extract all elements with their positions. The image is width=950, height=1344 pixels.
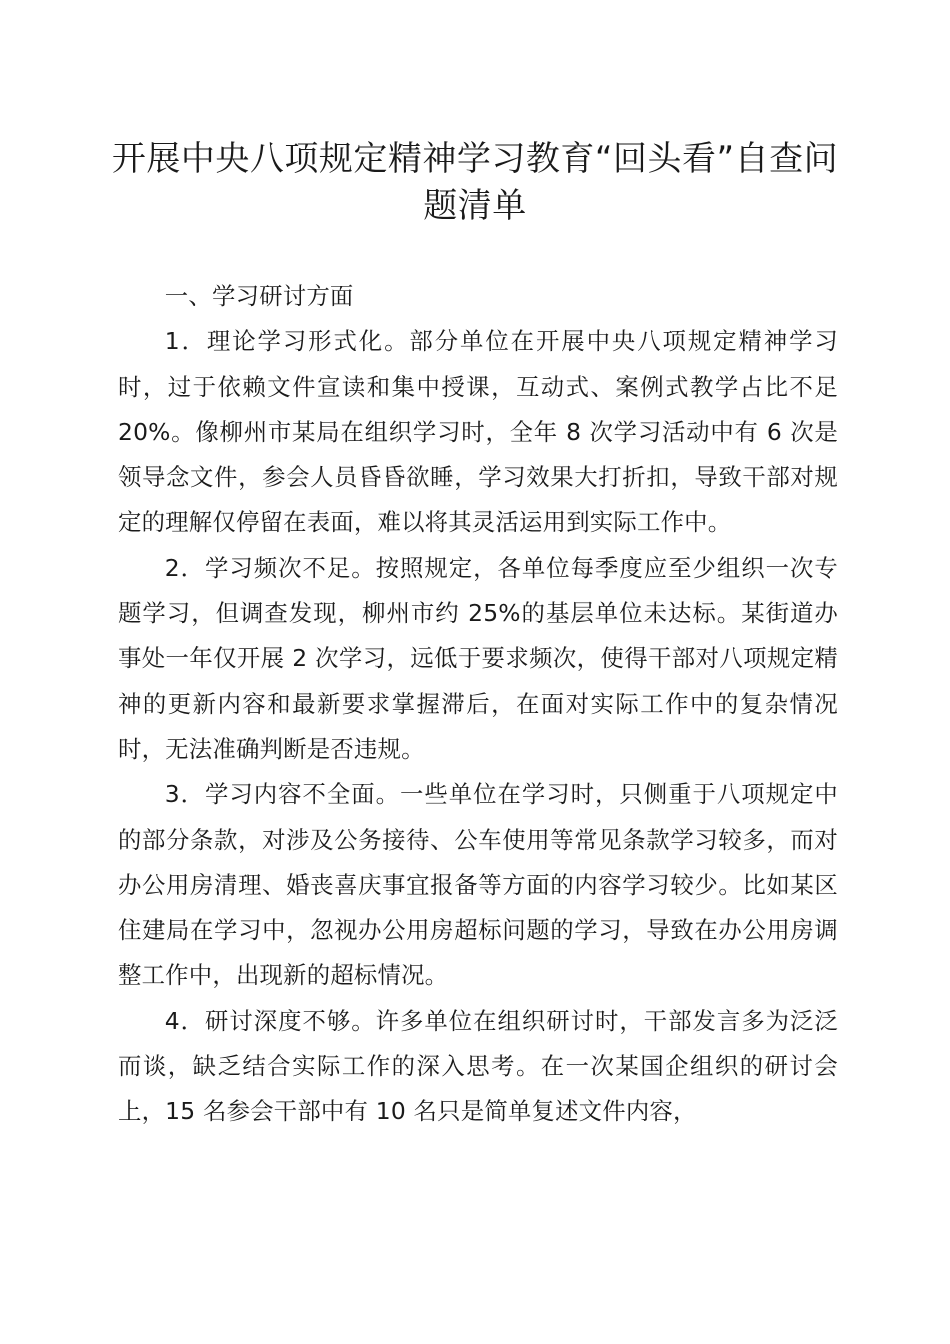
paragraph-4: 4．研讨深度不够。许多单位在组织研讨时，干部发言多为泛泛而谈，缺乏结合实际工作的深入思考。在一次某国企组织的研讨会上，15 名参会干部中有 10 名只是简单复述文件内容， xyxy=(118,1006,838,1126)
section-heading: 一、学习研讨方面 xyxy=(164,282,354,310)
paragraph-2: 2．学习频次不足。按照规定，各单位每季度应至少组织一次专题学习，但调查发现，柳州市约 25%的基层单位未达标。某街道办事处一年仅开展 2 次学习，远低于要求频次，使得干部对八项规定精神的更新内容和最新要求掌握滞后，在面对实际工作中的复杂情况时，无法准确判断是否违规。 xyxy=(118,553,838,763)
document-title: 开展中央八项规定精神学习教育“回头看”自查问题清单 xyxy=(111,139,839,226)
paragraph-1: 1．理论学习形式化。部分单位在开展中央八项规定精神学习时，过于依赖文件宣读和集中授课，互动式、案例式教学占比不足 20%。像柳州市某局在组织学习时，全年 8 次学习活动中有 6 次是领导念文件，参会人员昏昏欲睡，学习效果大打折扣，导致干部对规定的理解仅停留在表面，难以将其灵活运用到实际工作中。 xyxy=(118,327,838,537)
document-body xyxy=(118,274,838,1135)
paragraph-3: 3．学习内容不全面。一些单位在学习时，只侧重于八项规定中的部分条款，对涉及公务接待、公车使用等常见条款学习较多，而对办公用房清理、婚丧喜庆事宜报备等方面的内容学习较少。比如某区住建局在学习中，忽视办公用房超标问题的学习，导致在办公用房调整工作中，出现新的超标情况。 xyxy=(118,780,838,990)
